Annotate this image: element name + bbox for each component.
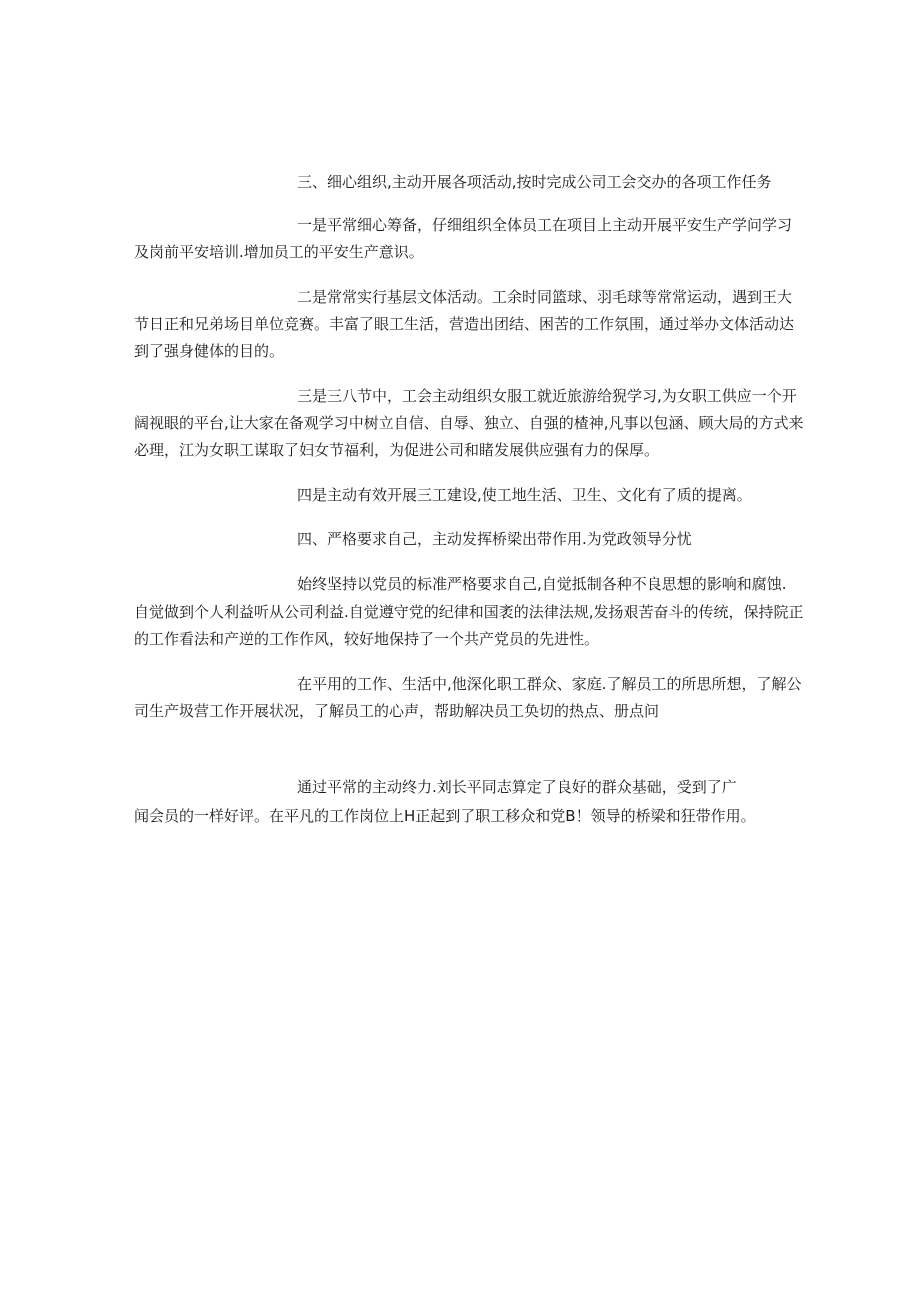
section-heading-4: 四、严格要求自己，主动发挥桥梁出带作用.为党政领导分忧 — [297, 530, 692, 548]
paragraph-5-line-1: 始终坚持以党员的标准严格要求自己,自觉抵制各种不良思想的影响和腐蚀. — [297, 575, 787, 593]
paragraph-2-line-1: 二是常常实行基层文体活动。工余时同篮球、羽毛球等常常运动，遇到王大 — [297, 288, 793, 306]
section-heading-3: 三、细心组织,主动开展各项活动,按时完成公司工会交办的各项工作任务 — [297, 173, 772, 191]
paragraph-6-line-1: 在平用的工作、生活中,他深化职工群众、家庭.了解员工的所思所想，了解公 — [297, 675, 802, 693]
paragraph-5-line-3: 的工作看法和产逆的工作作风，较好地保持了一个共产党员的先进性。 — [134, 630, 600, 648]
paragraph-7-line-2: 闻会员的一样好评。在平凡的工作岗位上H正起到了职工移众和党B！领导的桥梁和狂带作用。 — [134, 807, 756, 825]
paragraph-3-line-3: 必理，江为女职工谋取了妇女节福利，为促进公司和睹发展供应强有力的保厚。 — [134, 441, 660, 459]
paragraph-6-line-2: 司生产圾营工作开展状况，了解员工的心声，帮助解决员工奂切的热点、册点问 — [134, 702, 660, 720]
paragraph-2-line-2: 节日正和兄弟场目单位竞赛。丰富了眼工生活，营造出团结、困苦的工作氛围，通过举办文体活动达 — [134, 315, 795, 333]
paragraph-5-line-2: 自觉做到个人利益听从公司利益.自觉遵守党的纪律和国袤的法律法规,发扬艰苦奋斗的传统，保持院正 — [134, 603, 804, 621]
paragraph-2-line-3: 到了强身健体的目的。 — [134, 342, 285, 360]
paragraph-3-line-2: 阔视眼的平台,让大家在备观学习中树立自信、自辱、独立、自强的楂神,凡事以包涵、顾大局的方式来 — [134, 414, 804, 432]
paragraph-7-line-1: 通过平常的主动终力.刘长平同志算定了良好的群众基础，受到了广 — [297, 778, 737, 796]
paragraph-1-line-2: 及岗前平安培训.增加员工的平安生产意识。 — [134, 243, 424, 261]
paragraph-1-line-1: 一是平常细心筹备，仔细组织全体员工在项目上主动开展平安生产学问学习 — [297, 216, 793, 234]
paragraph-4-line-1: 四是主动有效开展三工建设,使工地生活、卫生、文化有了质的提离。 — [297, 486, 752, 504]
paragraph-3-line-1: 三是三八节中，工会主动组织女服工就近旅游给猊学习,为女职工供应一个开 — [297, 387, 797, 405]
